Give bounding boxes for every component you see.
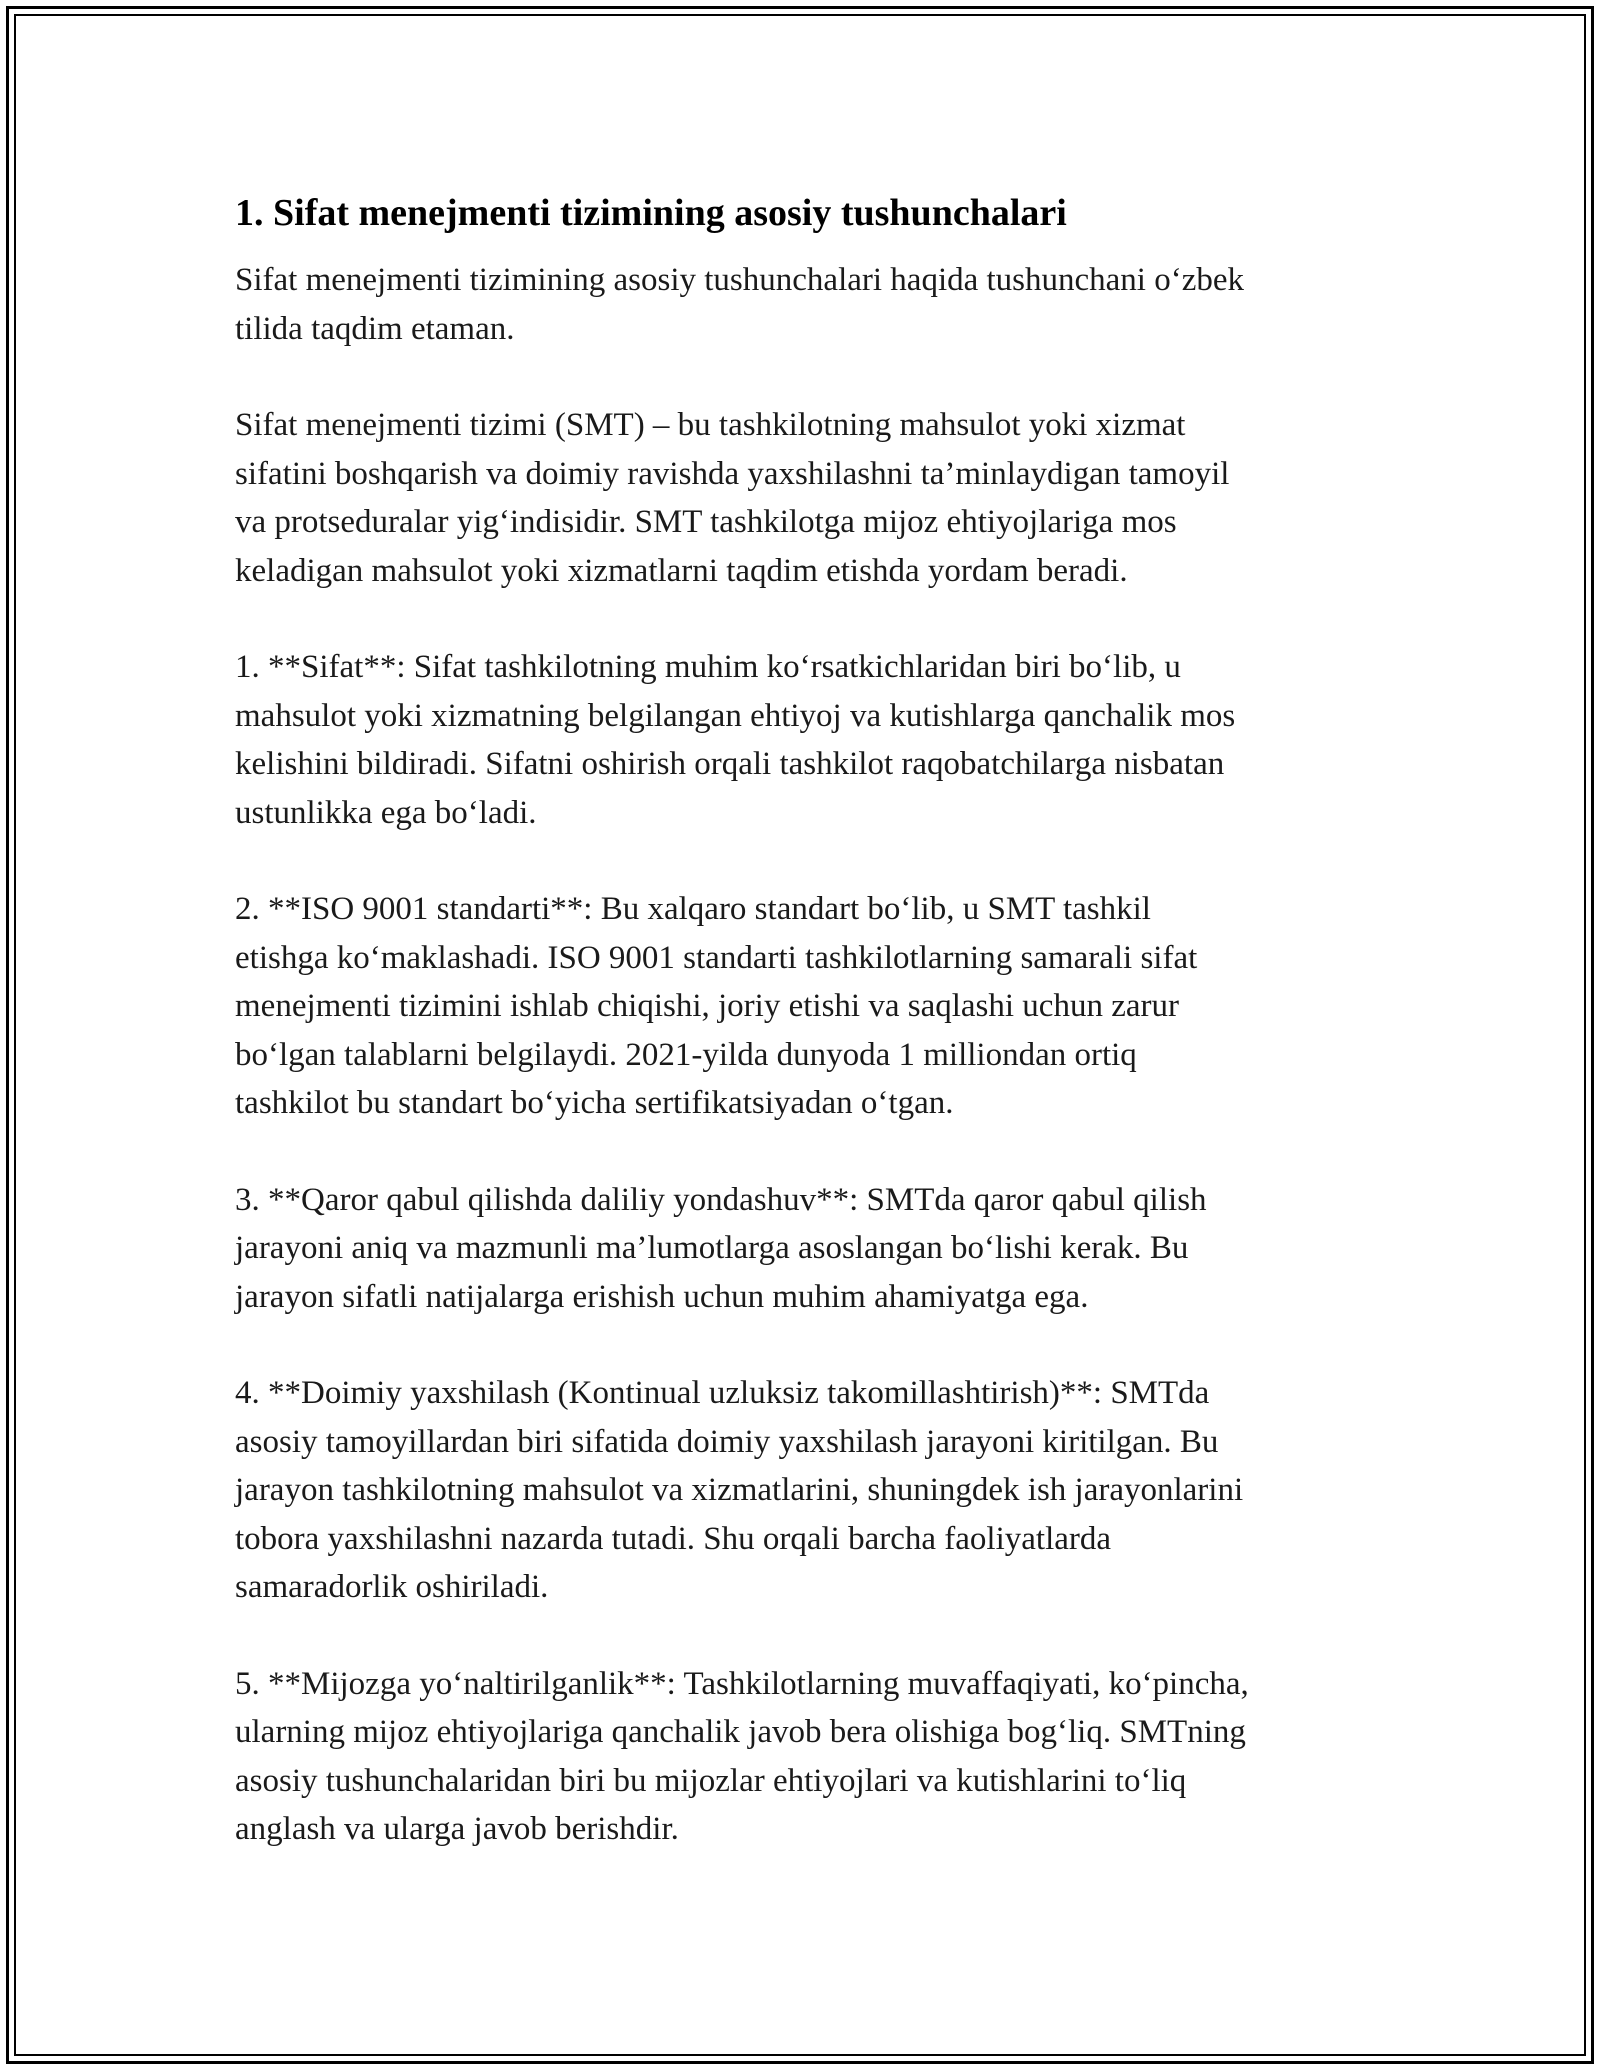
list-item-iso-9001: 2. **ISO 9001 standarti**: Bu xalqaro standart bo‘lib, u SMT tashkil etishga ko‘maklashadi. ISO 9001 standarti tashkilotlarning samarali sifat menejmenti tizimini ishlab chiqishi, joriy etishi va saqlashi uchun zarur bo‘lgan talablarni belgilaydi. 2021-yilda dunyoda 1 milliondan ortiq tashkilot bu standart bo‘yicha sertifikatsiyadan o‘tgan. <box>235 891 1198 1121</box>
intro-paragraph: Sifat menejmenti tizimining asosiy tushunchalari haqida tushunchani o‘zbek tilida taqdim etaman. <box>235 262 1245 347</box>
list-item-evidence-based-decisions: 3. **Qaror qabul qilishda daliliy yondashuv**: SMTda qaror qabul qilish jarayoni aniq va mazmunli ma’lumotlarga asoslangan bo‘lishi kerak. Bu jarayon sifatli natijalarga erishish uchun muhim ahamiyatga ega. <box>235 1181 1207 1315</box>
list-item-customer-focus: 5. **Mijozga yo‘naltirilganlik**: Tashkilotlarning muvaffaqiyati, ko‘pincha, ularning mijoz ehtiyojlariga qanchalik javob bera olishiga bog‘liq. SMTning asosiy tushunchalaridan biri bu mijozlar ehtiyojlari va kutishlarini to‘liq anglash va ularga javob berishdir. <box>235 1665 1249 1847</box>
document-title: 1. Sifat menejmenti tizimining asosiy tushunchalari <box>235 192 1067 234</box>
list-item-quality: 1. **Sifat**: Sifat tashkilotning muhim ko‘rsatkichlaridan biri bo‘lib, u mahsulot yoki xizmatning belgilangan ehtiyoj va kutishlarga qanchalik mos kelishini bildiradi. Sifatni oshirish orqali tashkilot raqobatchilarga nisbatan ustunlikka ega bo‘ladi. <box>235 649 1236 831</box>
definition-paragraph: Sifat menejmenti tizimi (SMT) – bu tashkilotning mahsulot yoki xizmat sifatini boshqarish va doimiy ravishda yaxshilashni ta’minlaydigan tamoyil va protseduralar yig‘indisidir. SMT tashkilotga mijoz ehtiyojlariga mos keladigan mahsulot yoki xizmatlarni taqdim etishda yordam beradi. <box>235 407 1230 589</box>
document-body <box>235 188 1375 1902</box>
list-item-continual-improvement: 4. **Doimiy yaxshilash (Kontinual uzluksiz takomillashtirish)**: SMTda asosiy tamoyillardan biri sifatida doimiy yaxshilash jarayoni kiritilgan. Bu jarayon tashkilotning mahsulot va xizmatlarini, shuningdek ish jarayonlarini tobora yaxshilashni nazarda tutadi. Shu orqali barcha faoliyatlarda samaradorlik oshiriladi. <box>235 1375 1244 1605</box>
